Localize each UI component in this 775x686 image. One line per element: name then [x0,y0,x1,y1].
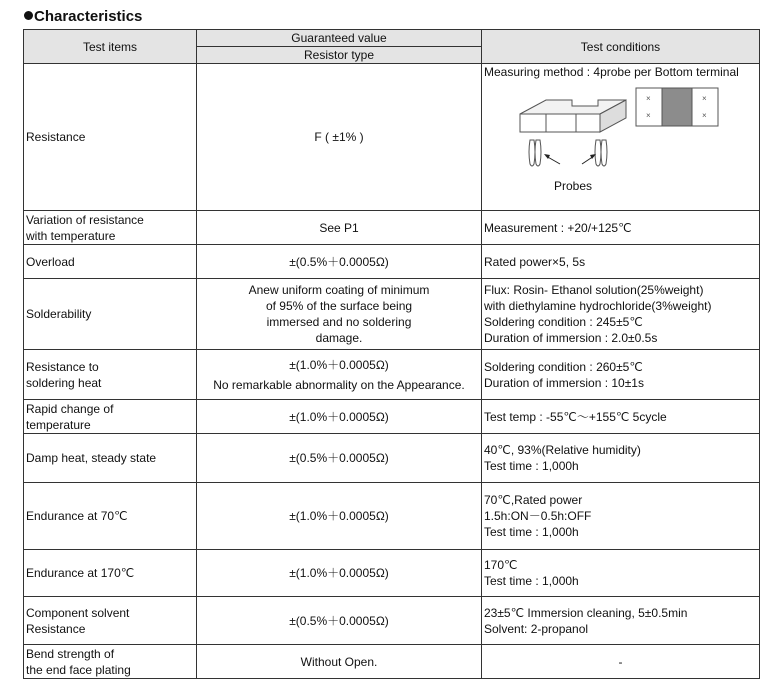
test-item-cell [24,64,197,211]
test-conditions-cell [482,279,760,350]
bullet-icon [24,11,33,20]
cell-text-line: Variation of resistance [26,212,144,227]
test-conditions-cell [482,434,760,483]
table-row [24,400,760,434]
cell-text-line: Resistance to [26,359,99,374]
cell-text-line: ±(0.5%＋0.0005Ω) [289,254,389,269]
cell-text-line: Resistance [26,130,86,144]
table-row [24,645,760,679]
table-row [24,245,760,279]
cell-text-line: ±(1.0%＋0.0005Ω) [289,357,389,372]
cell-text-line: Duration of immersion : 10±1s [484,375,644,390]
cell-text-line: immersed and no soldering [266,315,412,329]
cell-text-line: Soldering condition : 245±5℃ [484,315,643,329]
characteristics-table [23,29,760,679]
test-conditions-cell [482,550,760,597]
table-row [24,211,760,245]
cell-text-line: Duration of immersion : 2.0±0.5s [484,331,658,345]
guaranteed-value-cell [197,434,482,483]
cell-text-line: damage. [315,331,363,345]
cell-text-line: Without Open. [300,654,378,669]
table-row [24,279,760,350]
test-item-cell [24,279,197,350]
test-item-cell [24,350,197,400]
guaranteed-value-cell [197,350,482,400]
cell-text-line: Test temp : -55℃～+155℃ 5cycle [484,409,667,424]
cell-text-line: Test time : 1,000h [484,525,579,539]
test-item-cell [24,597,197,645]
cell-text-line: of 95% of the surface being [265,299,413,313]
cell-text-line: Endurance at 170℃ [26,566,135,580]
cell-text-line: 23±5℃ Immersion cleaning, 5±0.5min [484,605,688,620]
svg-text:×: × [702,111,707,120]
cell-text-line: ±(1.0%＋0.0005Ω) [289,566,389,580]
guaranteed-value-cell [197,550,482,597]
cell-text-line: F ( ±1% ) [314,130,364,144]
cell-text-line: ±(1.0%＋0.0005Ω) [289,509,389,523]
guaranteed-value-cell [197,279,482,350]
test-conditions-cell [482,350,760,400]
cell-text-line: Solderability [26,307,92,321]
cell-text-line: Test time : 1,000h [484,459,579,473]
cell-text-line: Soldering condition : 260±5℃ [484,359,643,374]
section-title: Characteristics [24,8,142,26]
cell-text-line: Resistance [26,621,86,636]
guaranteed-value-cell [197,645,482,679]
guaranteed-value-cell [197,597,482,645]
cell-text-line: temperature [26,417,91,432]
probe-diagram [484,80,757,198]
header-test-conditions: Test conditions [482,30,760,64]
cell-text-line: the end face plating [26,662,131,677]
cell-text-line: 170℃ [484,558,518,572]
cell-text-line: Measuring method : 4probe per Bottom terminal [484,65,739,79]
cell-text-line: 1.5h:ON－0.5h:OFF [484,509,592,523]
guaranteed-value-cell [197,400,482,434]
test-conditions-cell [482,483,760,550]
cell-text-line: Test time : 1,000h [484,574,579,588]
test-conditions-cell [482,64,760,211]
cell-text-line: ±(0.5%＋0.0005Ω) [289,613,389,628]
probes-label: Probes [554,179,593,193]
cell-text-line: - [618,654,623,669]
cell-text-line: Measurement : +20/+125℃ [484,220,632,235]
cell-text-line: ±(1.0%＋0.0005Ω) [289,409,389,424]
test-item-cell [24,483,197,550]
svg-text:×: × [702,94,707,103]
svg-text:×: × [646,94,651,103]
cell-text-line: Endurance at 70℃ [26,509,128,523]
cell-text-line: Flux: Rosin- Ethanol solution(25%weight) [484,283,704,297]
resistor-chip-diagram [516,84,751,180]
table-row [24,483,760,550]
test-item-cell [24,400,197,434]
table-row [24,550,760,597]
svg-text:×: × [646,111,651,120]
test-conditions-cell [482,597,760,645]
table-row [24,597,760,645]
cell-text-line: soldering heat [26,375,102,390]
table-row [24,350,760,400]
table-row [24,64,760,211]
cell-text-line: No remarkable abnormality on the Appearance. [213,377,465,392]
cell-text-line: 40℃, 93%(Relative humidity) [484,443,641,457]
guaranteed-value-cell [197,245,482,279]
test-item-cell [24,211,197,245]
cell-text-line: Damp heat, steady state [26,451,157,465]
cell-text-line: 70℃,Rated power [484,493,583,507]
test-item-cell [24,245,197,279]
cell-text-line: Anew uniform coating of minimum [248,283,430,297]
table-row [24,434,760,483]
test-item-cell [24,645,197,679]
guaranteed-value-cell [197,64,482,211]
cell-text-line: with temperature [26,228,116,243]
test-conditions-cell [482,645,760,679]
guaranteed-value-cell [197,483,482,550]
header-test-items: Test items [24,30,197,64]
cell-text-line: Overload [26,254,75,269]
guaranteed-value-cell [197,211,482,245]
cell-text-line: Rated power×5, 5s [484,254,586,269]
test-item-cell [24,550,197,597]
test-conditions-cell [482,400,760,434]
cell-text-line: with diethylamine hydrochloride(3%weight) [484,299,712,313]
header-guaranteed-value: Guaranteed value [197,30,482,47]
test-conditions-cell [482,211,760,245]
cell-text-line: Component solvent [26,605,130,620]
cell-text-line: Rapid change of [26,401,114,416]
cell-text-line: Bend strength of [26,646,115,661]
cell-text-line: See P1 [319,220,359,235]
header-resistor-type: Resistor type [197,47,482,64]
test-conditions-cell [482,245,760,279]
test-item-cell [24,434,197,483]
cell-text-line: ±(0.5%＋0.0005Ω) [289,451,389,465]
cell-text-line: Solvent: 2-propanol [484,621,589,636]
